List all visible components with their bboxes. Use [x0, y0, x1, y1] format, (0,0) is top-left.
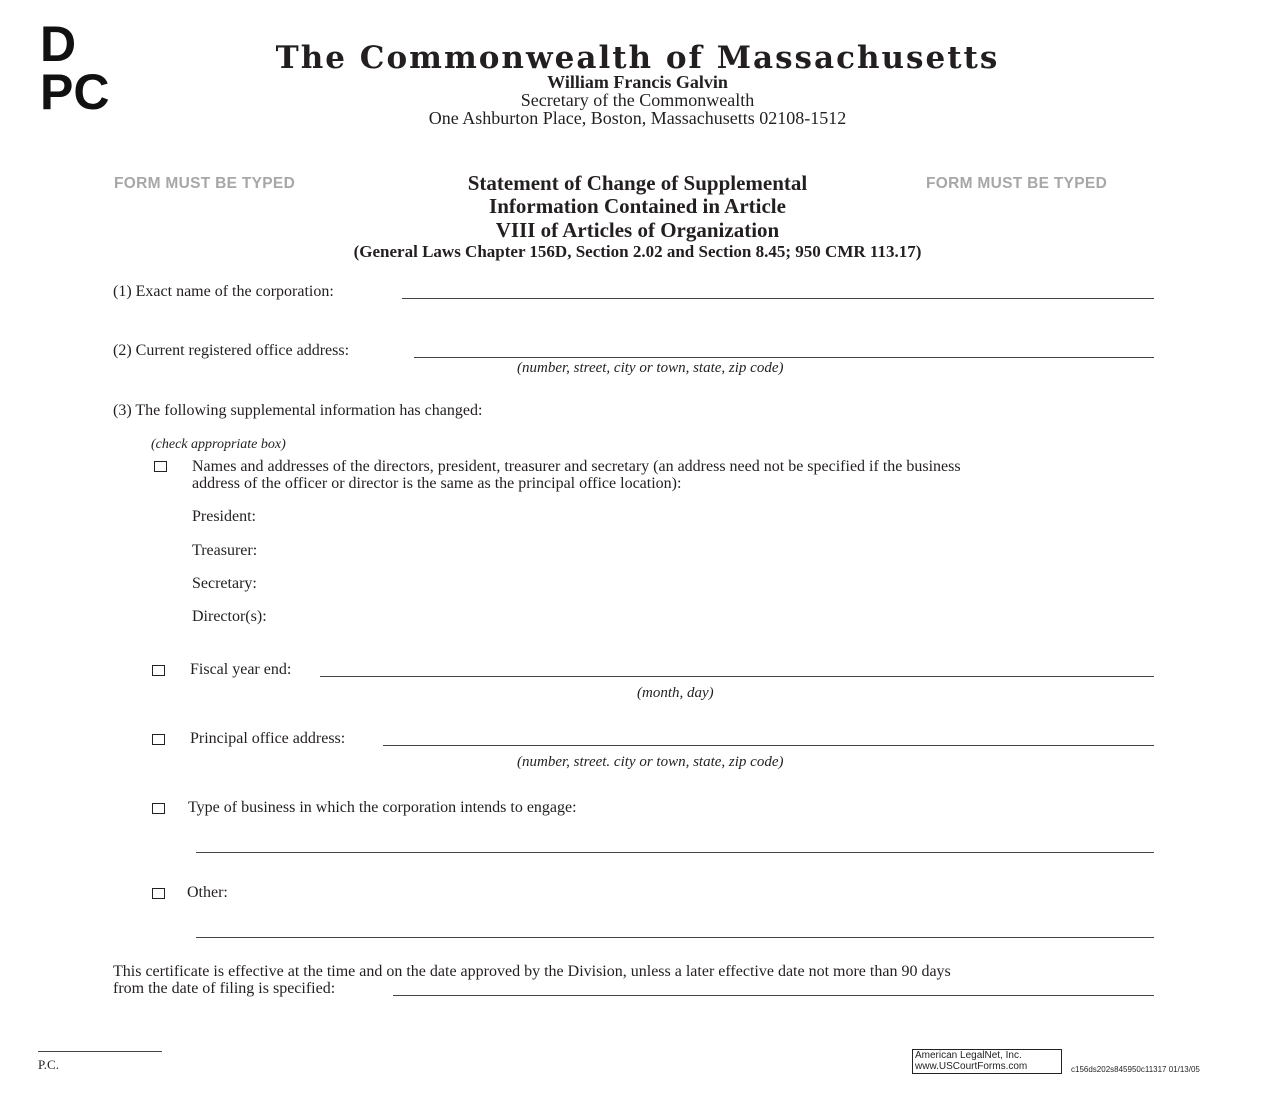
form-subtitle: (General Laws Chapter 156D, Section 2.02 and Section 8.45; 950 CMR 113.17) — [353, 242, 922, 261]
official-name: William Francis Galvin — [547, 72, 728, 92]
principal-label: Principal office address: — [190, 730, 346, 747]
notice-left: FORM MUST BE TYPED — [114, 175, 296, 192]
form-title-3: VIII of Articles of Organization — [495, 218, 780, 242]
publisher-url: www.USCourtForms.com — [915, 1061, 1028, 1072]
commonwealth-title: The Commonwealth of Massachusetts — [275, 40, 1000, 76]
office-title: Secretary of the Commonwealth — [520, 90, 755, 110]
other-checkbox[interactable] — [152, 888, 165, 899]
directors-label: Director(s): — [192, 608, 267, 625]
other-label: Other: — [187, 884, 228, 901]
form-code: c156ds202s845950c11317 01/13/05 — [1071, 1065, 1200, 1074]
fiscal-caption: (month, day) — [637, 685, 714, 701]
certificate-text-2: from the date of filing is specified: — [113, 980, 336, 997]
publisher-name: American LegalNet, Inc. — [915, 1050, 1022, 1061]
names-text-2: address of the officer or director is the same as the principal office location): — [192, 475, 682, 492]
other-field[interactable] — [196, 937, 1154, 938]
business-checkbox[interactable] — [152, 803, 165, 814]
pc-line — [38, 1051, 162, 1052]
president-label: President: — [192, 508, 256, 525]
certificate-text-1: This certificate is effective at the time and on the date approved by the Division, unless a later effective date not more than 90 days — [113, 963, 951, 980]
fiscal-year-field[interactable] — [320, 676, 1154, 677]
office-address: One Ashburton Place, Boston, Massachusetts 02108-1512 — [428, 108, 847, 128]
principal-address-field[interactable] — [383, 745, 1154, 746]
registered-address-field[interactable] — [414, 357, 1154, 358]
names-checkbox[interactable] — [154, 461, 167, 472]
fiscal-label: Fiscal year end: — [190, 661, 292, 678]
business-label: Type of business in which the corporation intends to engage: — [188, 799, 577, 816]
pc-label: P.C. — [38, 1057, 59, 1072]
business-field[interactable] — [196, 852, 1154, 853]
dpc-logo-pc: PC — [40, 64, 110, 120]
form-title-2: Information Contained in Article — [489, 194, 786, 218]
notice-right: FORM MUST BE TYPED — [926, 175, 1108, 192]
q1-label: (1) Exact name of the corporation: — [113, 283, 334, 300]
dpc-logo-d: D — [40, 16, 77, 72]
publisher-box — [912, 1049, 1062, 1074]
form-title-1: Statement of Change of Supplemental — [467, 171, 808, 195]
secretary-label: Secretary: — [192, 575, 257, 592]
q2-caption: (number, street, city or town, state, zip code) — [517, 360, 784, 376]
q3-label: (3) The following supplemental information has changed: — [113, 402, 483, 419]
principal-checkbox[interactable] — [152, 734, 165, 745]
q2-label: (2) Current registered office address: — [113, 342, 350, 359]
treasurer-label: Treasurer: — [192, 542, 258, 559]
corporation-name-field[interactable] — [402, 298, 1154, 299]
check-hint: (check appropriate box) — [151, 437, 286, 452]
fiscal-checkbox[interactable] — [152, 665, 165, 676]
names-text-1: Names and addresses of the directors, president, treasurer and secretary (an address need not be specified if the business — [192, 458, 961, 475]
principal-caption: (number, street. city or town, state, zip code) — [517, 754, 784, 770]
effective-date-field[interactable] — [393, 995, 1154, 996]
